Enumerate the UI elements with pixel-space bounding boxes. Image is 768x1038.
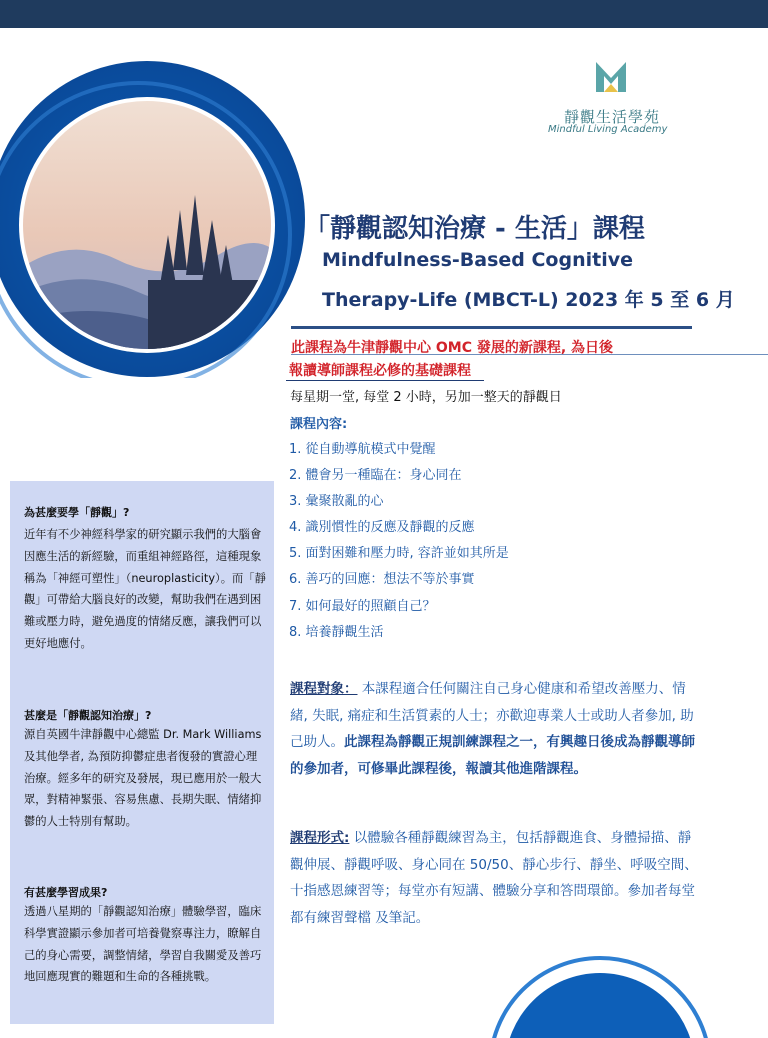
- course-subtitle-line1: Mindfulness-Based Cognitive: [322, 249, 633, 271]
- list-item: 6. 善巧的回應：想法不等於事實: [289, 572, 475, 588]
- decorative-arcs: [470, 948, 768, 1038]
- notice-line1: 此課程為牛津靜觀中心 OMC 發展的新課程, 為日後: [291, 340, 614, 356]
- top-banner: [0, 0, 768, 28]
- logo-mark-icon: [594, 58, 628, 96]
- audience-paragraph: [290, 676, 700, 782]
- list-item: 4. 識別慣性的反應及靜觀的反應: [289, 520, 475, 536]
- academy-logo: [548, 58, 708, 148]
- sidebar-q1-title: 為甚麼要學「靜觀」?: [24, 506, 130, 519]
- list-item: 2. 體會另一種臨在：身心同在: [289, 468, 462, 484]
- logo-name-zh: 靜觀生活學苑: [564, 108, 661, 126]
- sidebar-q3-text: 透過八星期的「靜觀認知治療」體驗學習，臨床科學實證顯示參加者可培養覺察專注力，瞭解自己的身心需要，調整情緒，學習自我關愛及善巧地回應現實的難題和生命的各種挑戰。: [24, 905, 262, 984]
- landscape-circle-image: [0, 60, 306, 378]
- sidebar-q1-text: 近年有不少神經科學家的研究顯示我們的大腦會因應生活的新經驗，而重組神經路徑，這種現象稱為「神經可塑性」（neuroplasticity）。而「靜觀」可帶給大腦良好的改變，幫助我們在遇到困難或壓力時，避免過度的情緒反應，讓我們可以更好地應付。: [24, 528, 266, 650]
- list-item: 8. 培養靜觀生活: [289, 624, 384, 640]
- content-heading: 課程內容:: [290, 417, 348, 432]
- notice-line2: 報讀導師課程必修的基礎課程: [289, 363, 471, 379]
- logo-name-en: Mindful Living Academy: [548, 124, 668, 135]
- audience-label: 課程對象：: [290, 681, 358, 697]
- audience-text: 本課程適合任何關注自己身心健康和希望改善壓力、情緒, 失眠, 痛症和生活質素的人士；亦歡迎專業人士或助人者參加, 助己助人。: [290, 681, 694, 750]
- title-divider: [291, 326, 692, 329]
- course-title: 「靜觀認知治療 - 生活」課程: [304, 214, 645, 244]
- list-item: 3. 彙聚散亂的心: [289, 494, 384, 510]
- course-subtitle-line2: Therapy-Life (MBCT-L) 2023 年 5 至 6 月: [322, 289, 735, 311]
- schedule-text: 每星期一堂, 每堂 2 小時，另加一整天的靜觀日: [290, 390, 562, 405]
- format-paragraph: [290, 825, 700, 931]
- content-list: [289, 438, 509, 647]
- notice-underline: [286, 380, 484, 381]
- format-label: 課程形式:: [290, 830, 350, 846]
- audience-highlight: 此課程為靜觀正規訓練課程之一，有興趣日後成為靜觀導師的參加者，可修畢此課程後，報讀其他進階課程。: [290, 734, 695, 777]
- list-item: 5. 面對困難和壓力時, 容許並如其所是: [289, 546, 509, 562]
- format-text: 以體驗各種靜觀練習為主，包括靜觀進食、身體掃描、靜觀伸展、靜觀呼吸、身心同在 50/50、靜心步行、靜坐、呼吸空間、十指感恩練習等；每堂亦有短講、體驗分享和答問環節。參加者每堂都有練習聲檔 及筆記。: [290, 830, 698, 926]
- list-item: 1. 從自動導航模式中覺醒: [289, 442, 436, 457]
- list-item: 7. 如何最好的照顧自己？: [289, 598, 436, 614]
- sidebar-q3-title: 有甚麼學習成果?: [24, 886, 108, 899]
- sidebar-q2-text: 源自英國牛津靜觀中心總監 Dr. Mark Williams 及其他學者, 為預防抑鬱症患者復發的實證心理治療。經多年的研究及發展，現已應用於一般大眾，對精神緊張、容易焦慮、長期失眠、情緒抑鬱的人士特別有幫助。: [24, 728, 262, 829]
- sidebar-q2-title: 甚麼是「靜觀認知治療」?: [24, 709, 152, 722]
